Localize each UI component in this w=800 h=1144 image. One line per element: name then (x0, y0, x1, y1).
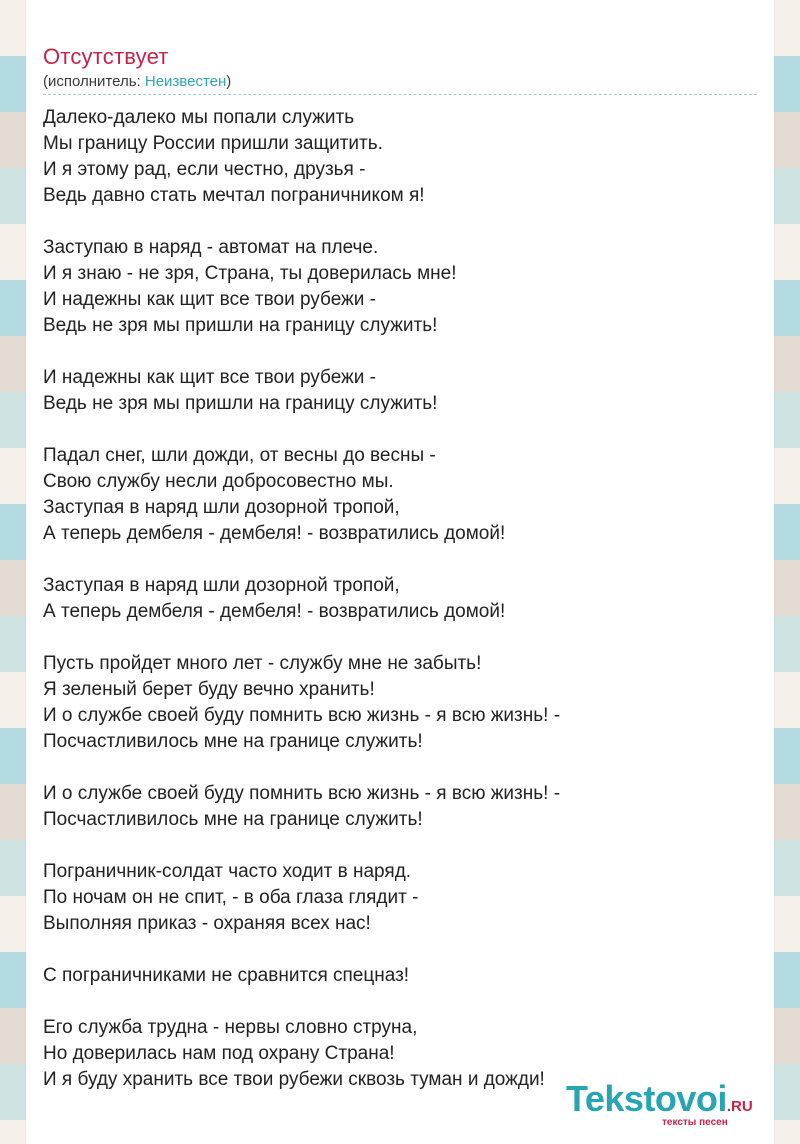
lyrics-line: Выполняя приказ - охраняя всех нас! (43, 913, 371, 934)
lyrics-line: И я этому рад, если честно, друзья - (43, 159, 366, 180)
lyrics-line: Его служба трудна - нервы словно струна, (43, 1017, 418, 1038)
lyrics-line: Падал снег, шли дожди, от весны до весны - (43, 445, 436, 466)
lyrics-body (43, 105, 757, 1119)
lyrics-line: Ведь давно стать мечтал пограничником я! (43, 185, 425, 206)
lyrics-line: Далеко-далеко мы попали служить (43, 107, 355, 128)
lyrics-line: Ведь не зря мы пришли на границу служить! (43, 315, 438, 336)
lyrics-stanza (43, 235, 757, 339)
lyrics-line: Пусть пройдет много лет - службу мне не забыть! (43, 653, 482, 674)
lyrics-line: И надежны как щит все твои рубежи - (43, 367, 376, 388)
lyrics-line: Заступая в наряд шли дозорной тропой, (43, 497, 400, 518)
lyrics-stanza (43, 573, 757, 625)
lyrics-line: Заступаю в наряд - автомат на плече. (43, 237, 379, 258)
lyrics-line: И надежны как щит все твои рубежи - (43, 289, 376, 310)
lyrics-line: По ночам он не спит, - в оба глаза глядит - (43, 887, 419, 908)
artist-line (43, 73, 231, 90)
lyrics-line: Свою службу несли добросовестно мы. (43, 471, 394, 492)
lyrics-line: А теперь дембеля - дембеля! - возвратились домой! (43, 523, 506, 544)
lyrics-stanza (43, 105, 757, 209)
logo-tagline: тексты песен (662, 1117, 728, 1128)
logo-tld: .RU (726, 1098, 753, 1115)
lyrics-line: А теперь дембеля - дембеля! - возвратились домой! (43, 601, 506, 622)
artist-prefix: (исполнитель: (43, 73, 145, 90)
lyrics-line: Заступая в наряд шли дозорной тропой, (43, 575, 400, 596)
lyrics-line: С пограничниками не сравнится спецназ! (43, 965, 410, 986)
lyrics-line: Посчастливилось мне на границе служить! (43, 809, 423, 830)
lyrics-line: И я буду хранить все твои рубежи сквозь туман и дожди! (43, 1069, 545, 1090)
lyrics-stanza (43, 651, 757, 755)
lyrics-line: Но доверилась нам под охрану Страна! (43, 1043, 395, 1064)
lyrics-line: Ведь не зря мы пришли на границу служить! (43, 393, 438, 414)
lyrics-stanza (43, 963, 757, 989)
song-title: Отсутствует (43, 44, 169, 69)
logo-name: Tekstovoi (566, 1078, 727, 1119)
lyrics-line: Пограничник-солдат часто ходит в наряд. (43, 861, 412, 882)
artist-name[interactable]: Неизвестен (144, 73, 227, 90)
lyrics-stanza (43, 781, 757, 833)
lyrics-line: Посчастливилось мне на границе служить! (43, 731, 423, 752)
lyrics-line: Мы границу России пришли защитить. (43, 133, 383, 154)
lyrics-stanza (43, 443, 757, 547)
header-divider (43, 94, 757, 95)
artist-suffix: ) (226, 73, 232, 90)
lyrics-stanza (43, 365, 757, 417)
lyrics-line: И о службе своей буду помнить всю жизнь - я всю жизнь! - (43, 705, 561, 726)
lyrics-line: И о службе своей буду помнить всю жизнь - я всю жизнь! - (43, 783, 561, 804)
lyrics-line: И я знаю - не зря, Страна, ты доверилась мне! (43, 263, 457, 284)
lyrics-stanza (43, 859, 757, 937)
lyrics-line: Я зеленый берет буду вечно хранить! (43, 679, 375, 700)
